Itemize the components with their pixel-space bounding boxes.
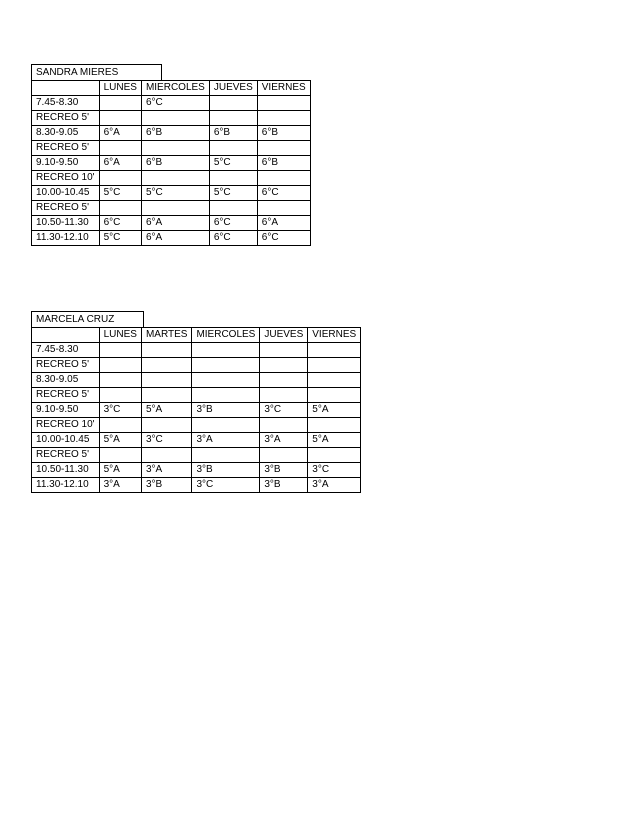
class-cell	[260, 388, 308, 403]
time-slot: RECREO 5'	[32, 388, 100, 403]
class-cell	[260, 418, 308, 433]
class-cell: 5°C	[141, 186, 209, 201]
day-header: MIERCOLES	[141, 81, 209, 96]
time-slot: 10.00-10.45	[32, 186, 100, 201]
class-cell	[260, 373, 308, 388]
day-header: JUEVES	[260, 328, 308, 343]
class-cell: 6°A	[141, 231, 209, 246]
class-cell	[141, 373, 192, 388]
class-cell	[99, 96, 141, 111]
class-cell	[141, 418, 192, 433]
class-cell: 3°C	[308, 463, 361, 478]
class-cell: 5°A	[99, 463, 141, 478]
class-cell: 5°C	[99, 186, 141, 201]
class-cell: 5°A	[141, 403, 192, 418]
class-cell: 6°A	[257, 216, 310, 231]
class-cell	[99, 418, 141, 433]
class-cell: 6°B	[141, 156, 209, 171]
class-cell: 6°A	[141, 216, 209, 231]
table-row	[32, 111, 311, 126]
class-cell: 3°B	[141, 478, 192, 493]
class-cell	[260, 448, 308, 463]
day-header: MARTES	[141, 328, 192, 343]
time-slot: RECREO 5'	[32, 448, 100, 463]
class-cell	[257, 111, 310, 126]
class-cell: 5°C	[99, 231, 141, 246]
class-cell	[141, 358, 192, 373]
class-cell: 6°B	[141, 126, 209, 141]
table-row	[32, 343, 361, 358]
class-cell	[192, 418, 260, 433]
class-cell	[99, 343, 141, 358]
corner-cell	[32, 328, 100, 343]
corner-cell	[32, 81, 100, 96]
class-cell: 3°C	[99, 403, 141, 418]
class-cell	[209, 171, 257, 186]
class-cell	[99, 171, 141, 186]
class-cell	[257, 141, 310, 156]
class-cell	[308, 418, 361, 433]
time-slot: RECREO 10'	[32, 418, 100, 433]
table-row	[32, 126, 311, 141]
class-cell	[209, 96, 257, 111]
table-row	[32, 418, 361, 433]
class-cell	[260, 343, 308, 358]
class-cell: 6°C	[209, 231, 257, 246]
table-row	[32, 216, 311, 231]
class-cell: 6°B	[257, 126, 310, 141]
table-row	[32, 388, 361, 403]
class-cell	[260, 358, 308, 373]
day-header: LUNES	[99, 81, 141, 96]
class-cell	[141, 201, 209, 216]
time-slot: 9.10-9.50	[32, 403, 100, 418]
class-cell: 3°A	[99, 478, 141, 493]
class-cell: 6°C	[209, 216, 257, 231]
time-slot: 10.50-11.30	[32, 216, 100, 231]
class-cell	[308, 343, 361, 358]
table-row	[32, 141, 311, 156]
class-cell: 3°C	[141, 433, 192, 448]
class-cell: 6°B	[209, 126, 257, 141]
class-cell: 5°A	[308, 433, 361, 448]
class-cell	[141, 448, 192, 463]
table-row	[32, 403, 361, 418]
time-slot: 8.30-9.05	[32, 373, 100, 388]
class-cell: 5°A	[99, 433, 141, 448]
class-cell	[192, 358, 260, 373]
teacher-name: MARCELA CRUZ	[31, 311, 144, 327]
table-row	[32, 156, 311, 171]
class-cell: 3°B	[192, 463, 260, 478]
time-slot: RECREO 5'	[32, 111, 100, 126]
class-cell: 3°B	[192, 403, 260, 418]
time-slot: 7.45-8.30	[32, 343, 100, 358]
table-row	[32, 373, 361, 388]
time-slot: 10.50-11.30	[32, 463, 100, 478]
day-header: JUEVES	[209, 81, 257, 96]
class-cell: 3°A	[260, 433, 308, 448]
class-cell: 3°A	[192, 433, 260, 448]
time-slot: 11.30-12.10	[32, 231, 100, 246]
class-cell	[257, 171, 310, 186]
schedule-body	[32, 328, 361, 493]
class-cell	[99, 388, 141, 403]
class-cell	[209, 141, 257, 156]
class-cell	[99, 448, 141, 463]
class-cell: 6°C	[257, 186, 310, 201]
class-cell	[192, 343, 260, 358]
class-cell	[209, 201, 257, 216]
class-cell	[141, 388, 192, 403]
class-cell	[209, 111, 257, 126]
class-cell: 3°C	[192, 478, 260, 493]
class-cell	[308, 373, 361, 388]
class-cell: 3°B	[260, 478, 308, 493]
class-cell: 6°A	[99, 126, 141, 141]
day-header: LUNES	[99, 328, 141, 343]
time-slot: RECREO 5'	[32, 358, 100, 373]
time-slot: 9.10-9.50	[32, 156, 100, 171]
table-row	[32, 186, 311, 201]
class-cell	[308, 448, 361, 463]
table-row	[32, 478, 361, 493]
class-cell	[257, 201, 310, 216]
class-cell: 3°C	[260, 403, 308, 418]
class-cell	[192, 448, 260, 463]
time-slot: RECREO 5'	[32, 201, 100, 216]
class-cell: 5°C	[209, 156, 257, 171]
class-cell: 6°A	[99, 156, 141, 171]
class-cell	[99, 111, 141, 126]
class-cell	[141, 111, 209, 126]
day-header: VIERNES	[308, 328, 361, 343]
table-row	[32, 358, 361, 373]
time-slot: RECREO 5'	[32, 141, 100, 156]
table-row	[32, 171, 311, 186]
class-cell	[308, 358, 361, 373]
class-cell	[308, 388, 361, 403]
table-row	[32, 433, 361, 448]
header-row	[32, 328, 361, 343]
table-row	[32, 96, 311, 111]
time-slot: 11.30-12.10	[32, 478, 100, 493]
class-cell: 6°C	[99, 216, 141, 231]
class-cell	[99, 141, 141, 156]
day-header: VIERNES	[257, 81, 310, 96]
class-cell	[141, 141, 209, 156]
schedule-table	[31, 80, 311, 246]
class-cell: 3°B	[260, 463, 308, 478]
class-cell	[192, 388, 260, 403]
class-cell	[141, 343, 192, 358]
table-row	[32, 463, 361, 478]
class-cell	[257, 96, 310, 111]
table-row	[32, 201, 311, 216]
class-cell: 5°A	[308, 403, 361, 418]
table-row	[32, 231, 311, 246]
class-cell: 5°C	[209, 186, 257, 201]
day-header: MIERCOLES	[192, 328, 260, 343]
time-slot: 8.30-9.05	[32, 126, 100, 141]
schedule-table	[31, 327, 361, 493]
table-row	[32, 448, 361, 463]
class-cell: 6°C	[141, 96, 209, 111]
class-cell	[99, 358, 141, 373]
class-cell: 6°B	[257, 156, 310, 171]
time-slot: RECREO 10'	[32, 171, 100, 186]
class-cell	[99, 373, 141, 388]
schedule-body	[32, 81, 311, 246]
class-cell	[192, 373, 260, 388]
class-cell: 6°C	[257, 231, 310, 246]
time-slot: 7.45-8.30	[32, 96, 100, 111]
header-row	[32, 81, 311, 96]
class-cell	[141, 171, 209, 186]
class-cell	[99, 201, 141, 216]
teacher-name: SANDRA MIERES	[31, 64, 162, 80]
class-cell: 3°A	[141, 463, 192, 478]
time-slot: 10.00-10.45	[32, 433, 100, 448]
class-cell: 3°A	[308, 478, 361, 493]
